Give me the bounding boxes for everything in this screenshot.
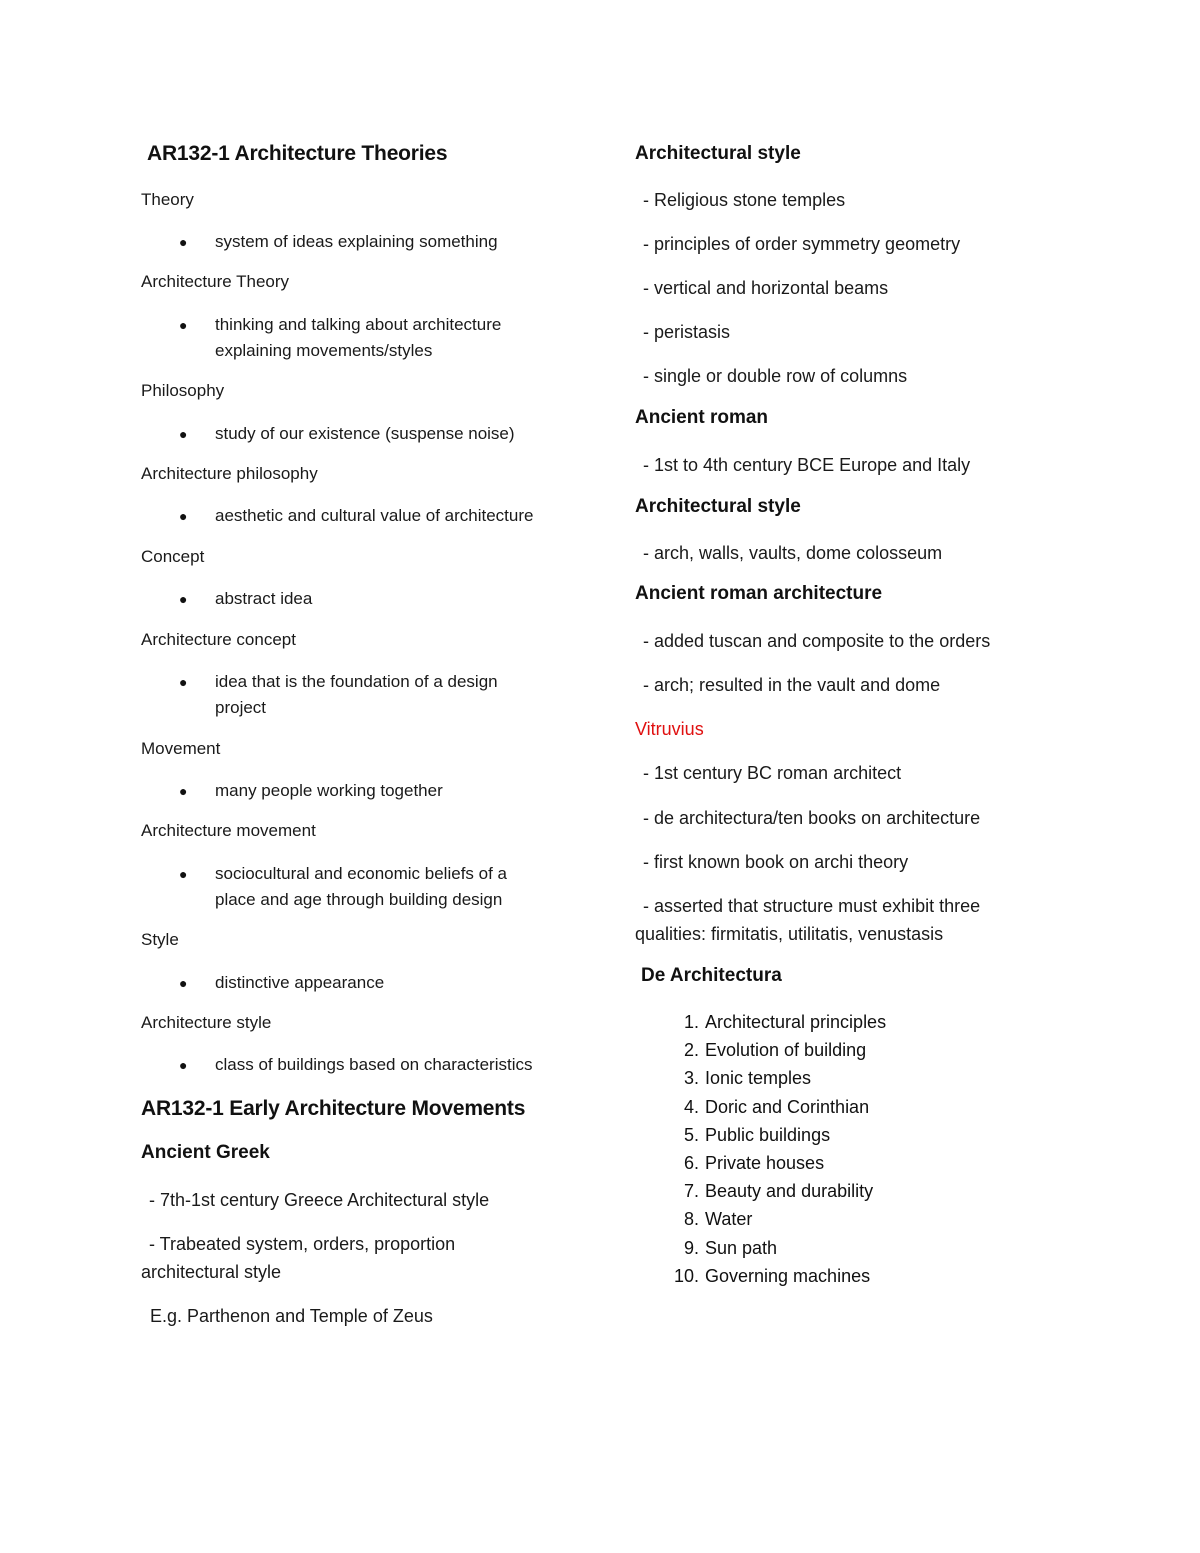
bullet-icon: ● [179,1057,188,1073]
point-text: - Trabeated system, orders, proportion architectural style [141,1234,456,1282]
list-item: 2. Evolution of building [683,1040,867,1061]
list-item: 8. Water [683,1209,753,1230]
definition-bullet: distinctive appearance [215,973,385,992]
list-item: 9. Sun path [683,1237,778,1258]
term-label: Architecture philosophy [141,464,318,483]
list-item: 5. Public buildings [683,1124,831,1145]
term-label: Concept [141,547,205,566]
definition-bullet: idea that is the foundation of a design project [215,672,498,717]
term-label: Architecture concept [141,630,296,649]
point-text: - added tuscan and composite to the orders [643,631,991,651]
subheading-vitruvius: Vitruvius [635,719,704,739]
term-label: Architecture movement [141,821,316,840]
subheading-architectural-style: Architectural style [635,143,801,164]
bullet-icon: ● [179,234,188,250]
subheading-ancient-roman: Ancient roman [635,407,769,428]
book-list [669,1008,1029,1290]
subheading-architectural-style: Architectural style [635,496,801,517]
bullet-icon: ● [179,783,188,799]
point-text: - single or double row of columns [643,366,908,386]
point-text: - 1st to 4th century BCE Europe and Italy [643,455,971,475]
point-text: - arch; resulted in the vault and dome [643,675,941,695]
list-item: 6. Private houses [683,1152,825,1173]
definition-bullet: system of ideas explaining something [215,232,498,251]
subheading-ancient-roman-architecture: Ancient roman architecture [635,583,883,604]
definition-bullet: abstract idea [215,589,313,608]
subheading-ancient-greek: Ancient Greek [141,1142,270,1163]
term-label: Architecture Theory [141,272,290,291]
point-text: - arch, walls, vaults, dome colosseum [643,543,943,563]
list-item: 3. Ionic temples [683,1068,812,1089]
definition-bullet: sociocultural and economic beliefs of a place and age through building design [215,864,507,909]
bullet-icon: ● [179,866,188,882]
list-item: 1. Architectural principles [683,1012,887,1032]
point-text: - Religious stone temples [643,190,846,210]
list-item: 10. Governing machines [673,1265,871,1286]
definition-bullet: many people working together [215,781,443,800]
term-label: Style [141,930,179,949]
subheading-de-architectura: De Architectura [641,965,782,986]
term-label: Movement [141,739,221,758]
definition-bullet: aesthetic and cultural value of architecture [215,506,534,525]
definition-bullet: thinking and talking about architecture explaining movements/styles [215,315,502,360]
point-text: - de architectura/ten books on architecture [643,808,981,828]
definition-bullet: class of buildings based on characteristics [215,1055,533,1074]
point-text: - peristasis [643,322,731,342]
bullet-icon: ● [179,591,188,607]
list-item: 7. Beauty and durability [683,1181,874,1202]
point-text: - first known book on archi theory [643,852,909,872]
bullet-icon: ● [179,317,188,333]
definition-bullet: study of our existence (suspense noise) [215,424,515,443]
bullet-icon: ● [179,426,188,442]
bullet-icon: ● [179,975,188,991]
bullet-icon: ● [179,674,188,690]
point-text: - asserted that structure must exhibit three qualities: firmitatis, utilitatis, venustasis [635,896,981,944]
doc-title: AR132-1 Architecture Theories [147,142,448,165]
term-label: Theory [141,190,194,209]
section-title: AR132-1 Early Architecture Movements [141,1097,526,1120]
example-text: E.g. Parthenon and Temple of Zeus [150,1306,433,1326]
term-label: Philosophy [141,381,225,400]
term-label: Architecture style [141,1013,272,1032]
point-text: - 1st century BC roman architect [643,763,902,783]
point-text: - principles of order symmetry geometry [643,234,961,254]
bullet-icon: ● [179,508,188,524]
list-item: 4. Doric and Corinthian [683,1096,870,1117]
point-text: - vertical and horizontal beams [643,278,889,298]
point-text: - 7th-1st century Greece Architectural style [149,1190,490,1210]
